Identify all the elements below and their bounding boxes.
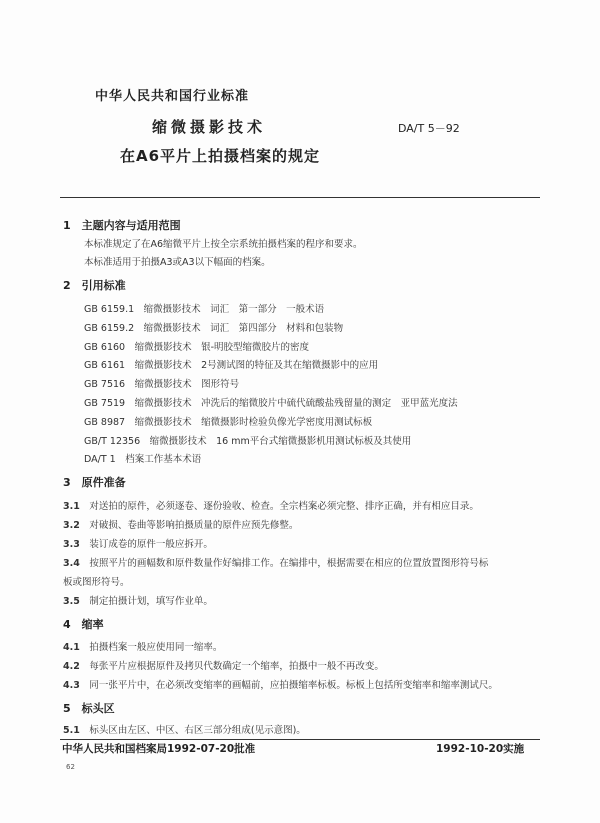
section-4-heading: 4 缩率 [63,618,104,631]
paragraph: 本标准适用于拍摄A3或A3以下幅面的档案。 [84,257,271,268]
reference-item: GB 7519 缩微摄影技术 冲洗后的缩微胶片中硫代硫酸盐残留量的测定 亚甲蓝光度法 [84,398,458,409]
standard-category: 中华人民共和国行业标准 [95,89,250,104]
section-1-heading: 1 主题内容与适用范围 [63,219,181,232]
reference-item: GB 7516 缩微摄影技术 图形符号 [84,379,240,390]
clause: 4.1 拍摄档案一般应使用同一缩率。 [63,642,223,653]
paragraph: 本标准规定了在A6缩微平片上按全宗系统拍摄档案的程序和要求。 [84,239,363,250]
footer-rule [60,739,540,740]
clause: 3.3 装订成卷的原件一般应拆开。 [63,539,213,550]
clause: 3.1 对送拍的原件，必须逐卷、逐份验收、检查。全宗档案必须完整、排序正确，并有相应目录。 [63,501,479,512]
section-3-heading: 3 原件准备 [63,476,126,489]
reference-item: GB 6161 缩微摄影技术 2号测试图的特征及其在缩微摄影中的应用 [84,360,379,371]
approval-note: 中华人民共和国档案局1992-07-20批准 [62,743,256,755]
section-5-heading: 5 标头区 [63,702,115,715]
clause: 3.4 按照平片的画幅数和原件数量作好编排工作。在编排中，根据需要在相应的位置放置图形符号标 [63,558,489,569]
reference-item: GB 6159.1 缩微摄影技术 词汇 第一部分 一般术语 [84,304,325,315]
reference-item: GB 8987 缩微摄影技术 缩微摄影时检验负像光学密度用测试标板 [84,417,373,428]
clause: 3.5 制定拍摄计划，填写作业单。 [63,596,213,607]
title-line-2: 在A6平片上拍摄档案的规定 [120,147,321,165]
clause: 3.2 对破损、卷曲等影响拍摄质量的原件应预先修整。 [63,520,299,531]
clause-continuation: 板或图形符号。 [63,577,130,588]
reference-item: GB 6160 缩微摄影技术 银-明胶型缩微胶片的密度 [84,342,310,353]
reference-item: DA/T 1 档案工作基本术语 [84,454,202,465]
clause: 5.1 标头区由左区、中区、右区三部分组成(见示意图)。 [63,725,306,736]
reference-item: GB 6159.2 缩微摄影技术 词汇 第四部分 材料和包装物 [84,323,344,334]
clause: 4.3 同一张平片中，在必须改变缩率的画幅前，应拍摄缩率标板。标板上包括所变缩率和缩率测试尺。 [63,680,498,691]
section-2-heading: 2 引用标准 [63,279,126,292]
reference-item: GB/T 12356 缩微摄影技术 16 mm平台式缩微摄影机用测试标板及其使用 [84,436,412,447]
title-line-1: 缩微摄影技术 [152,118,267,136]
standard-code: DA/T 5－92 [398,122,460,135]
header-rule [60,197,540,198]
effective-date: 1992-10-20实施 [436,743,525,755]
clause: 4.2 每张平片应根据原件及拷贝代数确定一个缩率，拍摄中一般不再改变。 [63,661,384,672]
page-number: 62 [66,763,75,771]
